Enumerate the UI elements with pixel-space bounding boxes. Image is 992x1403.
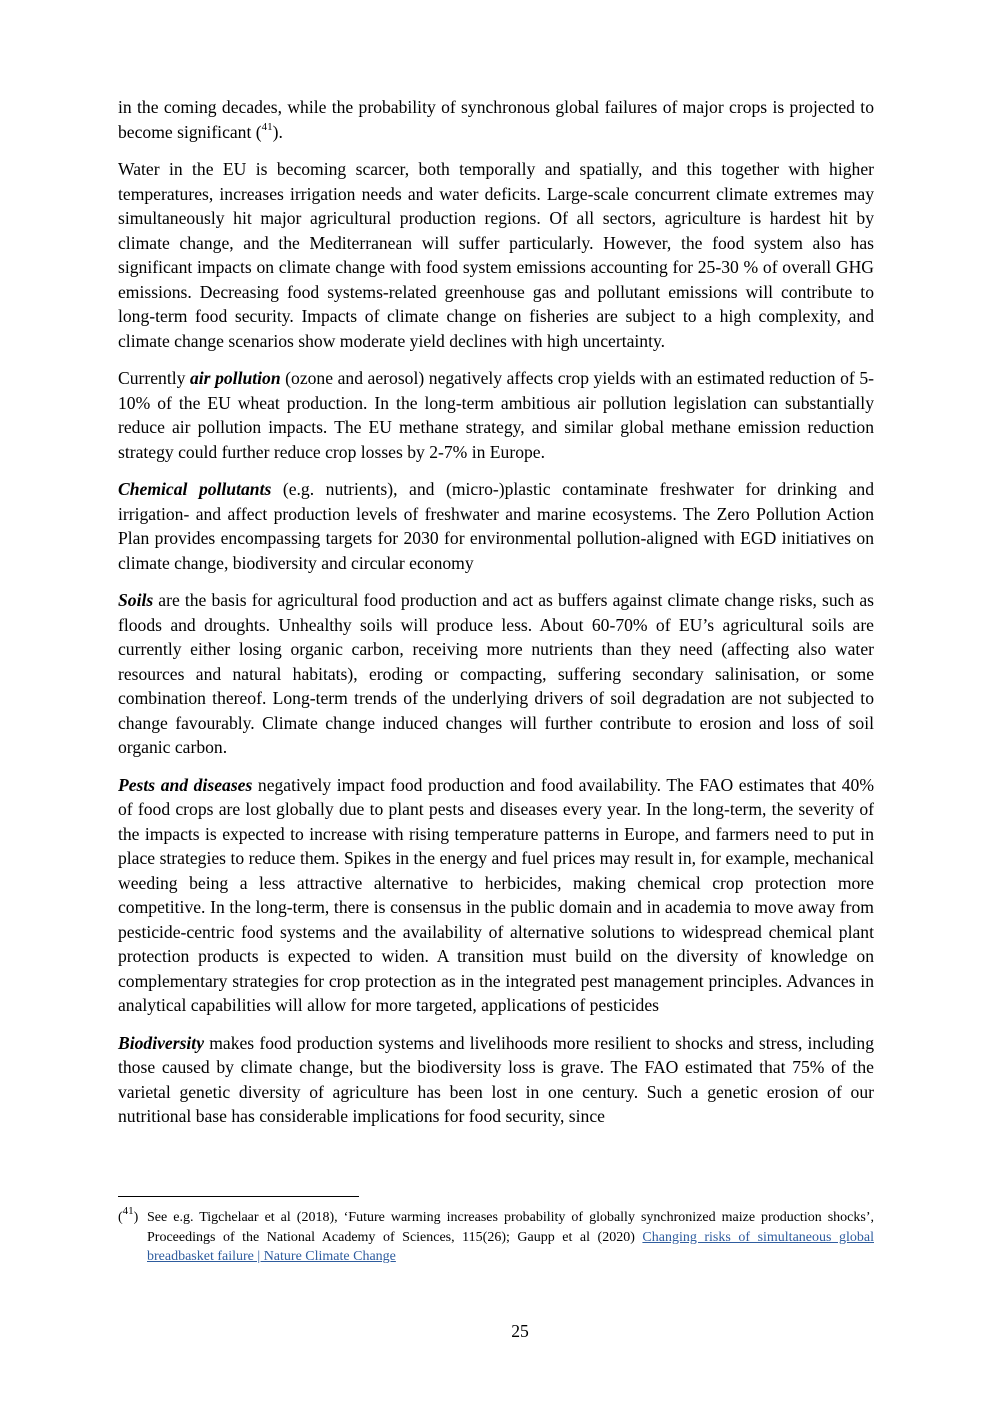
paragraph-text: Currently (118, 368, 190, 388)
term-pests-and-diseases: Pests and diseases (118, 774, 253, 795)
paragraph-text: are the basis for agricultural food production and act as buffers against climate change risks, such as floods and droughts. Unhealthy soils will produce less. About 60-70% of EU’s agricultural soils are currently either losing organic carbon, receiving more nutrients than they need (affecting also water resources and natural habitats), eroding or compacting, suffering secondary salinisation, or some combination thereof. Long-term trends of the underlying drivers of soil degradation are not subjected to change favourably. Climate change induced changes will further contribute to erosion and loss of soil organic carbon. (118, 590, 874, 757)
paragraph-text: (ozone and aerosol) negatively affects crop yields with an estimated reduction of 5-10% of the EU wheat production. In the long-term ambitious air pollution legislation can substantially reduce air pollution impacts. The EU methane strategy, and similar global methane emission reduction strategy could further reduce crop losses by 2-7% in Europe. (118, 368, 874, 462)
paragraph-text: (e.g. nutrients), and (micro-)plastic contaminate freshwater for drinking and irrigation- and affect production levels of freshwater and marine ecosystems. The Zero Pollution Action Plan provides encompassing targets for 2030 for environmental pollution-aligned with EGD initiatives on climate change, biodiversity and circular economy (118, 479, 875, 573)
paragraph-text: Water in the EU is becoming scarcer, both temporally and spatially, and this together with higher temperatures, increases irrigation needs and water deficits. Large-scale concurrent climate extremes may simultaneously hit major agricultural production regions. Of all sectors, agriculture is hardest hit by climate change, and the Mediterranean will suffer particularly. However, the food system also has significant impacts on climate change with food system emissions accounting for 25-30 % of overall GHG emissions. Decreasing food systems-related greenhouse gas and pollutant emissions will contribute to long-term food security. Impacts of climate change on fisheries are subject to a high complexity, and climate change scenarios show moderate yield declines with high uncertainty. (118, 159, 874, 351)
footnote-marker-number: 41 (122, 1205, 134, 1218)
body-text (118, 95, 874, 1142)
paragraph-chemical-pollutants (118, 477, 874, 575)
footnote-link[interactable]: Changing risks of simultaneous global breadbasket failure | Nature Climate Change (147, 1229, 874, 1264)
footnote-reference[interactable]: 41 (261, 120, 273, 133)
footnote-text: See e.g. Tigchelaar et al (2018), ‘Future warming increases probability of globally synchronized maize production shocks’, Proceedings of the National Academy of Sciences, 115(26); Gaupp et al (2020) (147, 1210, 874, 1245)
page-number: 25 (511, 1321, 529, 1341)
footnote-marker (118, 1205, 139, 1228)
paragraph-crop-failures (118, 95, 874, 144)
paragraph-text: negatively impact food production and food availability. The FAO estimates that 40% of food crops are lost globally due to plant pests and diseases every year. In the long-term, the severity of the impacts is expected to increase with rising temperature patterns in Europe, and farmers need to put in place strategies to reduce them. Spikes in the energy and fuel prices may result in, for example, mechanical weeding being a less attractive alternative to herbicides, making chemical crop protection more competitive. In the long-term, there is consensus in the public domain and in academia to move away from pesticide-centric food systems and the availability of alternative solutions to widespread chemical plant protection products is expected to widen. A transition must build on the diversity of knowledge on complementary strategies for crop protection as in the integrated pest management principles. Advances in analytical capabilities will allow for more targeted, applications of pesticides (118, 774, 875, 1015)
paragraph-text: in the coming decades, while the probability of synchronous global failures of major crops is projected to become significant ( (118, 97, 874, 142)
footnote-41 (118, 1205, 874, 1267)
footnote-marker-open: ( (118, 1210, 123, 1225)
paragraph-biodiversity (118, 1031, 874, 1129)
term-soils: Soils (118, 590, 154, 610)
term-chemical-pollutants: Chemical pollutants (118, 479, 272, 499)
paragraph-text: makes food production systems and livelihoods more resilient to shocks and stress, including those caused by climate change, but the biodiversity loss is grave. The FAO estimated that 75% of the varietal genetic diversity of agriculture has been lost in one century. Such a genetic erosion of our nutritional base has considerable implications for food security, since (118, 1032, 874, 1126)
footnote-separator (118, 1196, 359, 1197)
term-biodiversity: Biodiversity (118, 1032, 205, 1053)
paragraph-water (118, 157, 874, 353)
term-air-pollution: air pollution (190, 368, 281, 388)
footnote-marker-close: ) (133, 1210, 139, 1225)
paragraph-air-pollution (118, 366, 874, 464)
paragraph-soils (118, 588, 874, 760)
footnote-body (147, 1208, 874, 1267)
paragraph-text: ). (272, 121, 283, 142)
paragraph-pests (118, 773, 874, 1018)
